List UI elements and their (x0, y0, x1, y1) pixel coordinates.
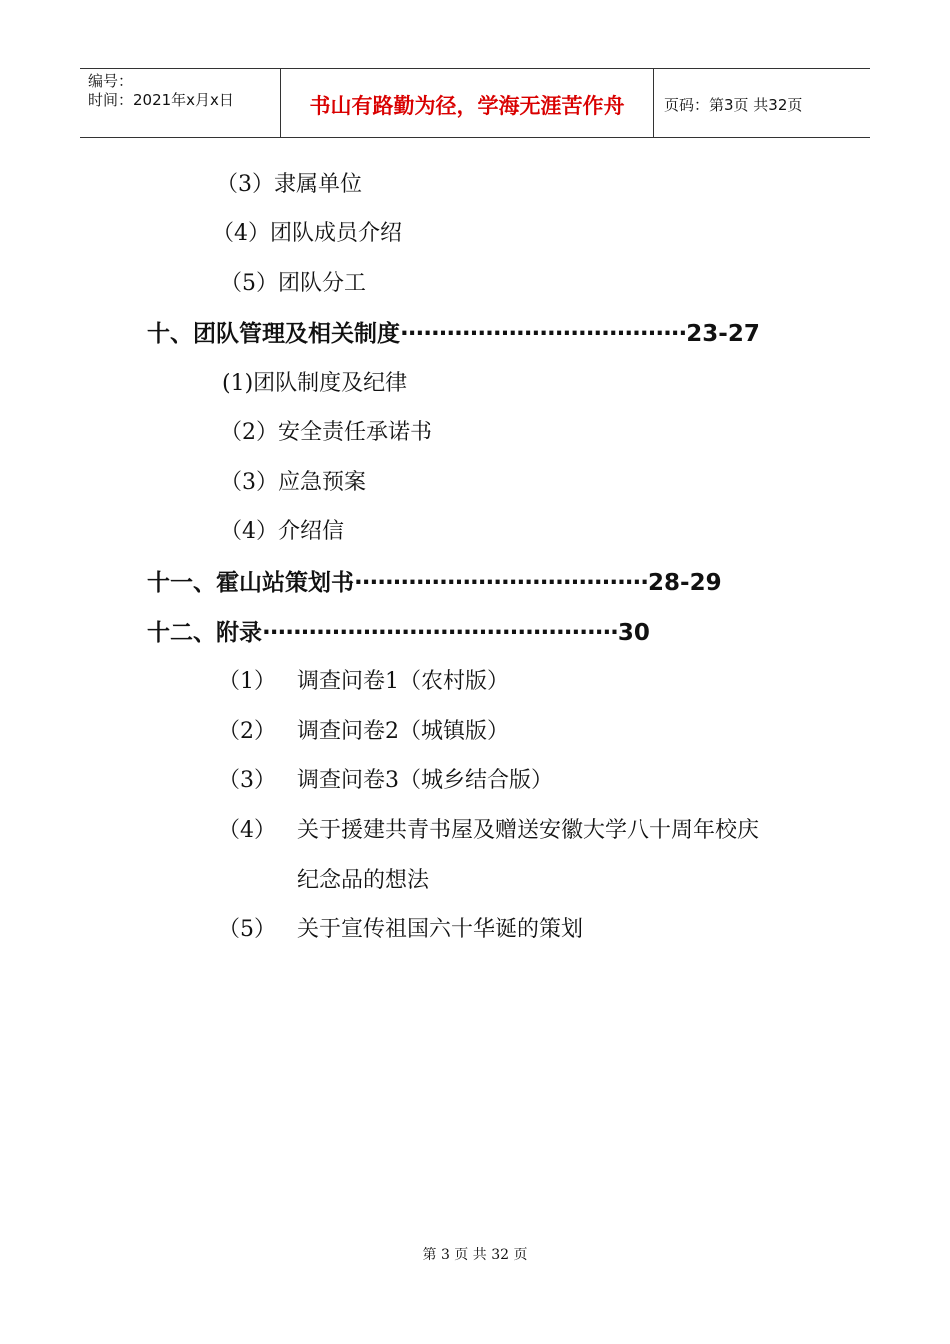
appendix-item-number: （4） (218, 818, 276, 843)
toc-leader-dots: ·············································· (262, 620, 618, 646)
toc-section-pages: 30 (617, 620, 650, 646)
appendix-item-number: （2） (218, 719, 276, 744)
appendix-item-text-continued: 纪念品的想法 (297, 868, 430, 893)
time-label: 时间：2021年x月x日 (88, 91, 234, 109)
header-motto: 书山有路勤为径，学海无涯苦作舟 (281, 69, 654, 137)
appendix-item-text: 调查问卷2（城镇版） (297, 719, 509, 744)
page-header (80, 68, 870, 138)
toc-subitem: （4）介绍信 (220, 519, 344, 544)
toc-subitem: （3）应急预案 (220, 470, 366, 495)
toc-leader-dots: ····································· (400, 321, 687, 347)
toc-section-title: 十二、附录 (147, 620, 262, 646)
toc-section-title: 十、团队管理及相关制度 (147, 321, 400, 347)
toc-section-12 (147, 618, 650, 648)
appendix-item-number: （3） (218, 768, 276, 793)
header-page-info: 页码：第3页 共32页 (664, 95, 803, 114)
toc-section-10 (147, 319, 760, 349)
appendix-item-number: （1） (218, 669, 276, 694)
toc-subitem: （2）安全责任承诺书 (220, 420, 432, 445)
toc-subitem: （4）团队成员介绍 (212, 221, 402, 246)
toc-subitem: （3）隶属单位 (216, 172, 362, 197)
number-label: 编号： (88, 72, 134, 90)
toc-leader-dots: ······································ (354, 570, 649, 596)
header-meta (80, 69, 281, 137)
toc-subitem: (1)团队制度及纪律 (222, 371, 408, 396)
toc-section-11 (147, 568, 722, 598)
appendix-item-text: 调查问卷3（城乡结合版） (297, 768, 553, 793)
toc-section-pages: 28-29 (648, 570, 722, 596)
toc-section-title: 十一、霍山站策划书 (147, 570, 354, 596)
appendix-item-text: 关于宣传祖国六十华诞的策划 (297, 917, 584, 942)
toc-subitem: （5）团队分工 (220, 271, 366, 296)
appendix-item-text: 关于援建共青书屋及赠送安徽大学八十周年校庆 (297, 818, 760, 843)
appendix-item-text: 调查问卷1（农村版） (297, 669, 509, 694)
appendix-item-number: （5） (218, 917, 276, 942)
toc-section-pages: 23-27 (686, 321, 760, 347)
page-footer: 第 3 页 共 32 页 (422, 1247, 528, 1263)
